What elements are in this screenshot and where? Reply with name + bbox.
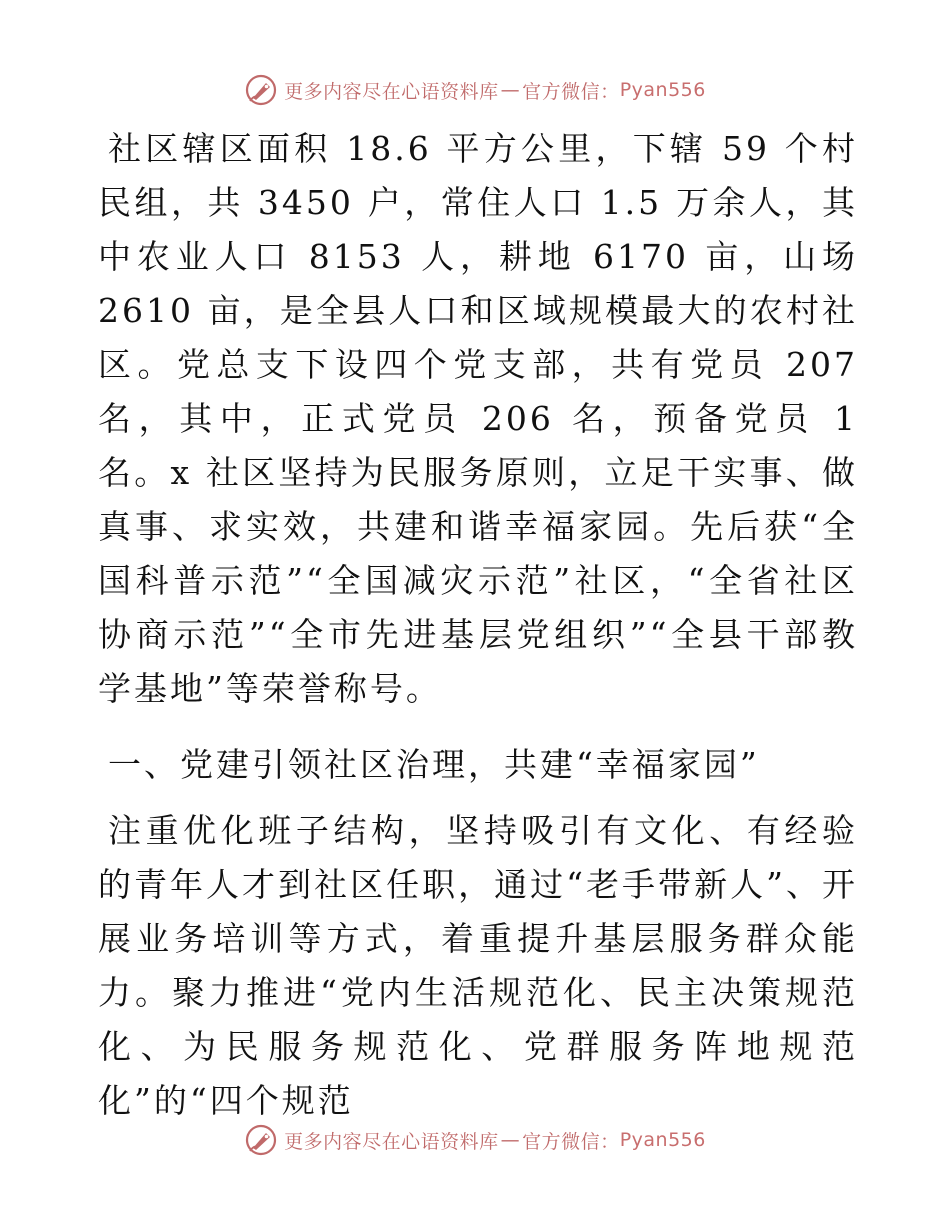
paragraph-team-structure: 注重优化班子结构，坚持吸引有文化、有经验的青年人才到社区任职，通过“老手带新人”、开展业务培训等方式，着重提升基层服务群众能力。聚力推进“党内生活规范化、民主决策规范化、为民服务规范化、党群服务阵地规范化”的“四个规范 xyxy=(98,811,858,1120)
watermark-separator: — xyxy=(500,79,521,101)
watermark-wechat-label: 官方微信： xyxy=(522,1130,620,1153)
watermark-text: 更多内容尽在心语资料库 xyxy=(284,80,499,103)
watermark-text: 更多内容尽在心语资料库 xyxy=(284,1130,499,1153)
paragraph-community-overview: 社区辖区面积 18.6 平方公里，下辖 59 个村民组，共 3450 户，常住人口 1.5 万余人，其中农业人口 8153 人，耕地 6170 亩，山场 2610 亩，是全县人口和区域规模最大的农村社区。党总支下设四个党支部，共有党员 207 名，其中，正式党员 206 名，预备党员 1 名。x 社区坚持为民服务原则，立足干实事、做真事、求实效，共建和谐幸福家园。先后获“全国科普示范”“全国减灾示范”社区，“全省社区协商示范”“全市先进基层党组织”“全县干部教学基地”等荣誉称号。 xyxy=(98,129,858,708)
section-heading: 一、党建引领社区治理，共建“幸福家园” xyxy=(108,745,760,784)
pen-nib-logo-icon xyxy=(244,73,278,107)
watermark-wechat-id: Pyan556 xyxy=(619,1129,706,1151)
watermark-wechat-id: Pyan556 xyxy=(619,79,706,101)
document-body xyxy=(98,122,858,1128)
header-watermark xyxy=(0,70,950,110)
watermark-wechat-label: 官方微信： xyxy=(522,80,620,103)
pen-nib-logo-icon xyxy=(244,1123,278,1157)
footer-watermark xyxy=(0,1120,950,1160)
watermark-separator: — xyxy=(500,1129,521,1151)
